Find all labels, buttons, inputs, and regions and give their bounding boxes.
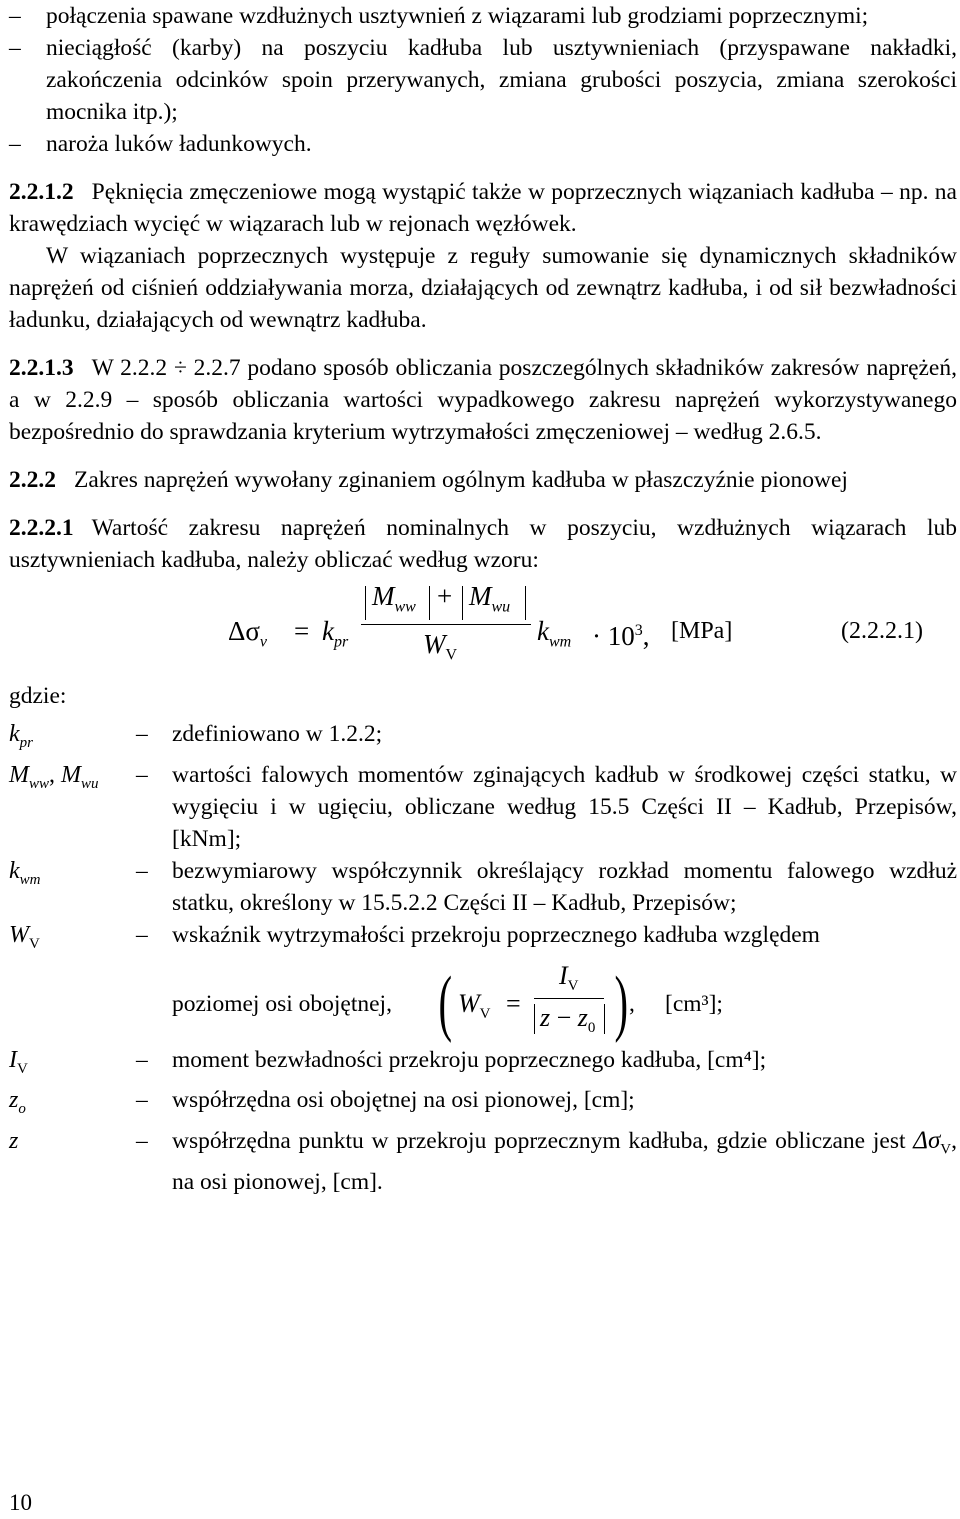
formula-w-v: $W_V$ bbox=[458, 988, 491, 1022]
definition-text: zdefiniowano w 1.2.2; bbox=[172, 721, 383, 747]
formula-i-v: $I_V$ bbox=[559, 960, 579, 994]
fraction-bar bbox=[534, 998, 604, 999]
definition-row bbox=[9, 919, 957, 960]
dash-bullet: – bbox=[9, 3, 21, 29]
formula-2-2-2-1 bbox=[9, 580, 957, 680]
definition-row bbox=[9, 1084, 957, 1125]
heading-2-2-2 bbox=[9, 464, 957, 496]
definition-symbol: $W_V$ bbox=[9, 921, 40, 952]
formula-m-ww: $M_{ww}$ bbox=[372, 581, 416, 616]
paragraph-text: Wartość zakresu naprężeń nominalnych w poszyciu, wzdłużnych wiązarach lub usztywnieniach kadłuba, należy obliczać według wzoru: bbox=[9, 515, 957, 573]
paragraph-continuation: W wiązaniach poprzecznych występuje z reguły sumowanie się dynamicznych składników naprężeń od ciśnień oddziaływania morza, działających od zewnątrz kadłuba, i od sił bezwładności ładunku, działających od wewnątrz kadłuba. bbox=[9, 243, 957, 333]
section-number: 2.2.1.3 bbox=[9, 355, 74, 381]
section-number: 2.2.2 bbox=[9, 467, 56, 493]
list-item-text: nieciągłość (karby) na poszyciu kadłuba lub usztywnieniach (przyspawane nakładki, zakończenia odcinków spoin przerywanych, zmiana grubości poszycia, zmiana szerokości mocnika itp.); bbox=[46, 35, 957, 125]
dash-bullet: – bbox=[136, 921, 148, 948]
where-label: gdzie: bbox=[9, 683, 67, 709]
list-item-text: naroża luków ładunkowych. bbox=[46, 131, 312, 157]
formula-power: · $10^3$, bbox=[592, 621, 650, 651]
formula-unit: [MPa] bbox=[671, 618, 733, 644]
formula-plus: + bbox=[437, 581, 453, 611]
definition-text: poziomej osi obojętnej, bbox=[172, 990, 392, 1017]
list-item-text: połączenia spawane wzdłużnych usztywnień z wiązarami lub grodziami poprzecznymi; bbox=[46, 3, 869, 29]
paragraph-2-2-2-1 bbox=[9, 512, 957, 576]
dash-bullet: – bbox=[136, 1128, 148, 1155]
definition-row bbox=[9, 1044, 957, 1085]
formula-w-v: $W_V$ bbox=[423, 629, 458, 664]
abs-bar bbox=[429, 586, 430, 620]
definition-row bbox=[9, 718, 957, 759]
definition-row bbox=[9, 759, 957, 855]
definition-text: wskaźnik wytrzymałości przekroju poprzecznego kadłuba względem bbox=[172, 921, 820, 948]
definition-text: wartości falowych momentów zginających kadłub w środkowej części statku, w wygięciu i w ugięciu, obliczane według 15.5 Części II – Kadłub, Przepisów, [kNm]; bbox=[172, 761, 957, 852]
left-paren: ( bbox=[438, 961, 453, 1044]
heading-text: Zakres naprężeń wywołany zginaniem ogólnym kadłuba w płaszczyźnie pionowej bbox=[74, 467, 848, 493]
definition-symbol: $I_V$ bbox=[9, 1046, 28, 1077]
abs-bar bbox=[525, 586, 526, 620]
definition-text: współrzędna punktu w przekroju poprzecznym kadłuba, gdzie obliczane jest $\Delta\sigma_V$, na osi pionowej, [cm]. bbox=[172, 1127, 958, 1195]
dash-bullet: – bbox=[136, 1087, 148, 1114]
section-number: 2.2.2.1 bbox=[9, 515, 74, 541]
dash-bullet: – bbox=[136, 1046, 148, 1073]
dash-bullet: – bbox=[9, 35, 21, 61]
formula-denominator: $z - z_0$ bbox=[540, 1002, 596, 1036]
paragraph-text: Pęknięcia zmęczeniowe mogą wystąpić także w poprzecznych wiązaniach kadłuba – np. na krawędziach wycięć w wiązarach lub w rejonach węzłówek. bbox=[9, 179, 957, 237]
section-modulus-formula bbox=[9, 960, 957, 1044]
list-item bbox=[9, 128, 957, 160]
abs-bar bbox=[604, 1004, 605, 1034]
abs-bar bbox=[534, 1004, 535, 1034]
formula-equals: = bbox=[506, 988, 521, 1018]
formula-number: (2.2.2.1) bbox=[841, 618, 923, 644]
paragraph-text: W 2.2.2 ÷ 2.2.7 podano sposób obliczania poszczególnych składników zakresów naprężeń, a w 2.2.9 – sposób obliczania wartości wypadkowego zakresu naprężeń wykorzystywanego bezpośrednio do sprawdzania kryterium wytrzymałości zmęczeniowej – według 2.6.5. bbox=[9, 355, 957, 445]
formula-m-wu: $M_{wu}$ bbox=[469, 581, 511, 616]
definition-symbol: z bbox=[9, 1128, 19, 1155]
definition-symbol: $z_o$ bbox=[9, 1087, 26, 1118]
list-item bbox=[9, 32, 957, 128]
definition-symbol: $k_{pr}$ bbox=[9, 721, 33, 751]
definition-symbol: $M_{ww}$, $M_{wu}$ bbox=[9, 761, 99, 792]
formula-k-pr: $k_{pr}$ bbox=[322, 616, 349, 651]
definitions-list bbox=[9, 718, 957, 1198]
definition-text: bezwymiarowy współczynnik określający rozkład momentu falowego wzdłuż statku, określony w 15.5.2.2 Części II – Kadłub, Przepisów; bbox=[172, 857, 957, 916]
section-number: 2.2.1.2 bbox=[9, 179, 74, 205]
definition-text: współrzędna osi obojętnej na osi pionowej, [cm]; bbox=[172, 1087, 635, 1114]
fraction-bar bbox=[361, 624, 531, 625]
list-item bbox=[9, 0, 957, 32]
formula-k-wm: $k_{wm}$ bbox=[537, 616, 572, 651]
abs-bar bbox=[462, 586, 463, 620]
definition-symbol: $k_{wm}$ bbox=[9, 857, 41, 888]
definition-row bbox=[9, 855, 957, 919]
dash-bullet: – bbox=[136, 857, 148, 884]
formula-equals: = bbox=[294, 616, 310, 646]
formula-unit: [cm³]; bbox=[665, 990, 723, 1017]
dash-bullet: – bbox=[136, 721, 148, 747]
definition-text: moment bezwładności przekroju poprzecznego kadłuba, [cm⁴]; bbox=[172, 1046, 767, 1073]
document-page bbox=[9, 0, 957, 1198]
abs-bar bbox=[365, 586, 366, 620]
formula-lhs: $\Delta\sigma_v$ bbox=[228, 616, 268, 651]
page-number: 10 bbox=[9, 1490, 32, 1515]
formula-comma: , bbox=[629, 990, 635, 1017]
right-paren: ) bbox=[614, 961, 629, 1044]
paragraph-2-2-1-3 bbox=[9, 352, 957, 448]
definition-row bbox=[9, 1125, 957, 1198]
dash-bullet: – bbox=[9, 131, 21, 157]
paragraph-2-2-1-2 bbox=[9, 176, 957, 240]
dash-bullet: – bbox=[136, 761, 148, 788]
